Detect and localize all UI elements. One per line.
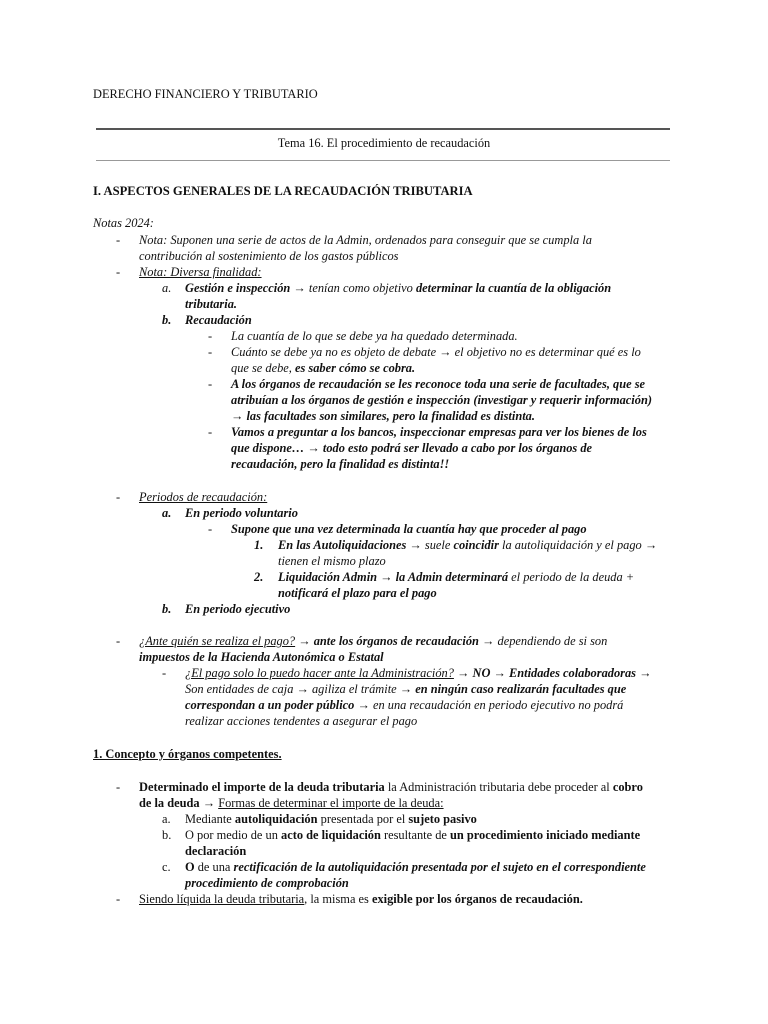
forma-c-line-2: procedimiento de comprobación [185, 876, 349, 890]
periodos-label: Periodos de recaudación: [139, 490, 268, 504]
rec-point-2-line-1: Cuánto se debe ya no es objeto de debate → el objetivo no es determinar qué es lo [231, 345, 641, 359]
autoliquidaciones-line-2: tienen el mismo plazo [278, 554, 386, 568]
bullet-dash: - [116, 780, 121, 794]
header-rule-bottom [96, 160, 670, 161]
list-marker-a: a. [162, 506, 172, 520]
rec-point-3-line-2: atribuían a los órganos de gestión e inspección (investigar y requerir información) [231, 393, 652, 407]
notas-label: Notas 2024: [93, 216, 154, 230]
section-1-title: I. ASPECTOS GENERALES DE LA RECAUDACIÓN TRIBUTARIA [93, 184, 473, 198]
periodo-voluntario: En periodo voluntario [185, 506, 298, 520]
course-title: DERECHO FINANCIERO Y TRIBUTARIO [93, 87, 318, 101]
periodo-ejecutivo: En periodo ejecutivo [185, 602, 291, 616]
forma-b-line-1: O por medio de un acto de liquidación resultante de un procedimiento iniciado mediante [185, 828, 641, 842]
list-marker-a: a. [162, 281, 172, 295]
bullet-dash: - [116, 265, 121, 279]
bullet-dash: - [116, 490, 121, 504]
rec-point-2-line-2: que se debe, es saber cómo se cobra. [231, 361, 416, 375]
forma-b-line-2: declaración [185, 844, 247, 858]
rec-point-4-line-3: recaudación, pero la finalidad es distinta!! [231, 457, 450, 471]
list-marker-2: 2. [254, 570, 264, 584]
pago-line-2: Son entidades de caja → agiliza el trámite → en ningún caso realizarán facultades que [185, 682, 627, 696]
rec-point-4-line-2: que dispone… → todo esto podrá ser llevado a cabo por los órganos de [231, 441, 593, 455]
forma-c-line-1: O de una rectificación de la autoliquidación presentada por el sujeto en el correspondiente [185, 860, 646, 874]
list-marker-c: c. [162, 860, 171, 874]
ante-quien-line-2: impuestos de la Hacienda Autonómica o Estatal [139, 650, 384, 664]
pago-line-1: ¿El pago solo lo puedo hacer ante la Administración? → NO → Entidades colaboradoras → [185, 666, 652, 680]
liquidacion-admin-line-1: Liquidación Admin → la Admin determinará el periodo de la deuda + [278, 570, 635, 584]
bullet-dash: - [208, 329, 213, 343]
rec-point-4-line-1: Vamos a preguntar a los bancos, inspeccionar empresas para ver los bienes de los [231, 425, 647, 439]
forma-a: Mediante autoliquidación presentada por el sujeto pasivo [185, 812, 477, 826]
list-marker-b: b. [162, 828, 172, 842]
bullet-dash: - [208, 345, 213, 359]
nota-1-line-2: contribución al sostenimiento de los gastos públicos [139, 249, 399, 263]
list-marker-1: 1. [254, 538, 264, 552]
bullet-dash: - [116, 634, 121, 648]
nota-2: Nota: Diversa finalidad: [139, 265, 262, 279]
recaudacion-label: Recaudación [185, 313, 252, 327]
pago-line-4: realizar acciones tendentes a asegurar el pago [185, 714, 418, 728]
determinado-line-2: de la deuda → Formas de determinar el importe de la deuda: [139, 796, 444, 810]
voluntario-point: Supone que una vez determinada la cuantía hay que proceder al pago [231, 522, 587, 536]
gestion-line-1: Gestión e inspección → tenían como objetivo determinar la cuantía de la obligación [185, 281, 612, 295]
nota-1-line-1: Nota: Suponen una serie de actos de la Admin, ordenados para conseguir que se cumpla la [139, 233, 592, 247]
rec-point-3-line-1: A los órganos de recaudación se les reconoce toda una serie de facultades, que se [231, 377, 646, 391]
rec-point-3-line-3: → las facultades son similares, pero la finalidad es distinta. [231, 409, 535, 423]
bullet-dash: - [208, 377, 213, 391]
bullet-dash: - [116, 233, 121, 247]
gestion-line-2: tributaria. [185, 297, 237, 311]
list-marker-b: b. [162, 602, 172, 616]
pago-line-3: correspondan a un poder público → en una recaudación en periodo ejecutivo no podrá [185, 698, 624, 712]
topic-title: Tema 16. El procedimiento de recaudación [277, 136, 491, 150]
liquidacion-admin-line-2: notificará el plazo para el pago [278, 586, 437, 600]
liquida-line: Siendo líquida la deuda tributaria, la misma es exigible por los órganos de recaudación. [139, 892, 583, 906]
bullet-dash: - [208, 425, 213, 439]
bullet-dash: - [162, 666, 167, 680]
bullet-dash: - [116, 892, 121, 906]
header-rule-top [96, 128, 670, 130]
determinado-line-1: Determinado el importe de la deuda tributaria la Administración tributaria debe proceder al cobro [139, 780, 643, 794]
ante-quien-line-1: ¿Ante quién se realiza el pago? → ante los órganos de recaudación → dependiendo de si son [139, 634, 608, 648]
section-2-title: 1. Concepto y órganos competentes. [93, 747, 282, 761]
list-marker-b: b. [162, 313, 172, 327]
rec-point-1: La cuantía de lo que se debe ya ha quedado determinada. [231, 329, 518, 343]
list-marker-a: a. [162, 812, 171, 826]
autoliquidaciones-line-1: En las Autoliquidaciones → suele coincidir la autoliquidación y el pago → [278, 538, 658, 552]
bullet-dash: - [208, 522, 213, 536]
